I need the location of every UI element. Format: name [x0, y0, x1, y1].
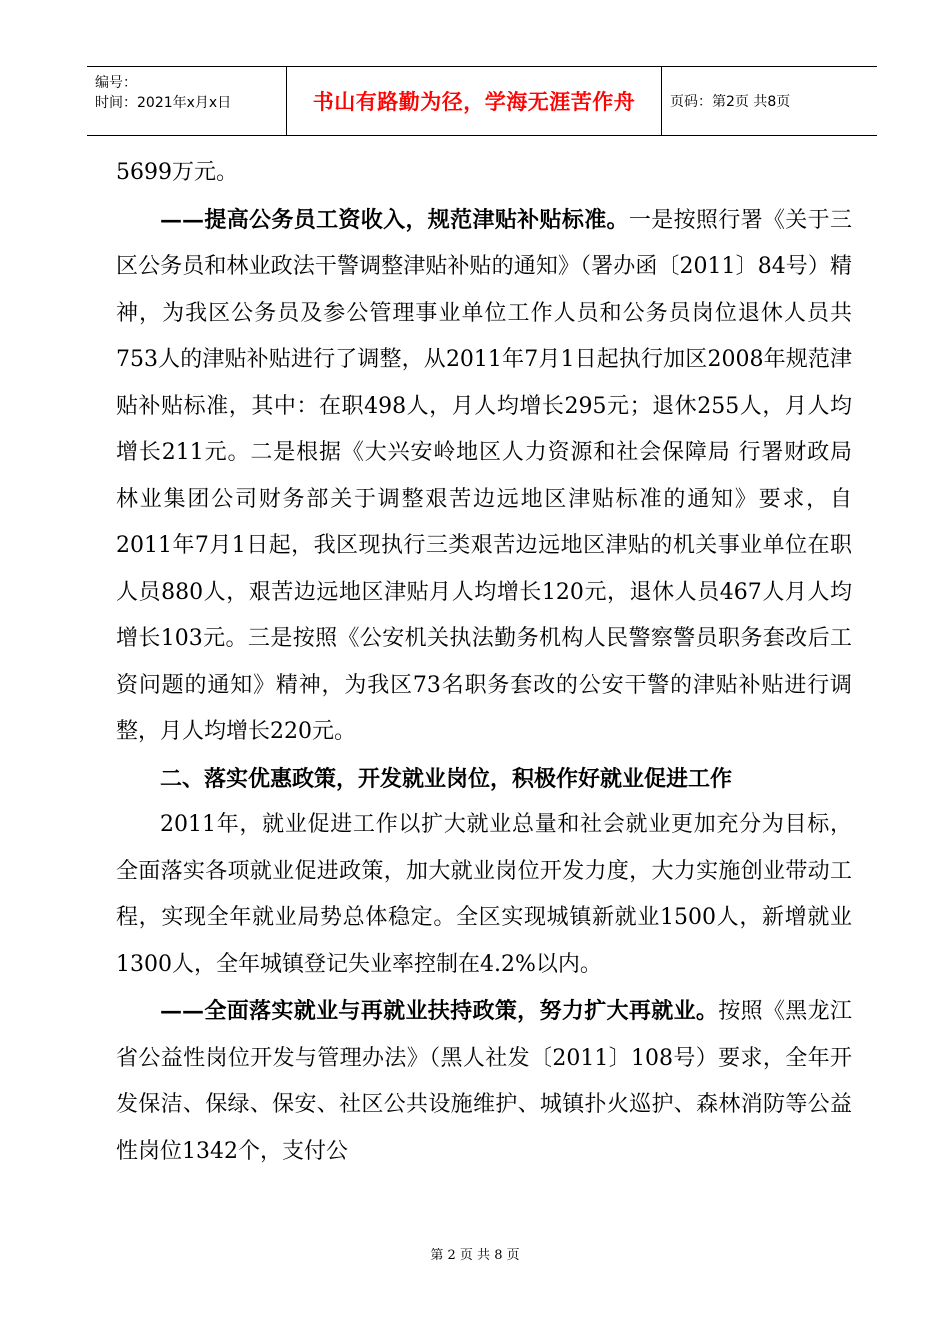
paragraph-1-heading: ——提高公务员工资收入，规范津贴补贴标准。: [160, 206, 629, 233]
page-footer: 第 2 页 共 8 页: [430, 1248, 520, 1263]
time-label: 时间：2021年x月x日: [95, 95, 232, 111]
paragraph-2: 2011年，就业促进工作以扩大就业总量和社会就业更加充分为目标，全面落实各项就业促进政策，加大就业岗位开发力度，大力实施创业带动工程，实现全年就业局势总体稳定。全区实现城镇新就业1500人，新增就业1300人，全年城镇登记失业率控制在4.2%以内。: [116, 812, 852, 977]
paragraph-1: [116, 197, 852, 756]
header-page-info: 页码：第2页 共8页: [670, 94, 791, 110]
document-body: [116, 150, 852, 1175]
code-label: 编号：: [95, 75, 137, 91]
paragraph-3-heading: ——全面落实就业与再就业扶持政策，努力扩大再就业。: [160, 998, 719, 1024]
paragraph-1-text: 一是按照行署《关于三区公务员和林业政法干警调整津贴补贴的通知》（署办函〔2011〕84号）精神，为我区公务员及参公管理事业单位工作人员和公务员岗位退休人员共753人的津贴补贴进行了调整，从2011年7月1日起执行加区2008年规范津贴补贴标准，其中：在职498人，月人均增长295元；退休255人，月人均增长211元。二是根据《大兴安岭地区人力资源和社会保障局 行署财政局 林业集团公司财务部关于调整艰苦边远地区津贴标准的通知》要求，自2011年7月1日起，我区现执行三类艰苦边远地区津贴的机关事业单位在职人员880人，艰苦边远地区津贴月人均增长120元，退休人员467人月人均增长103元。三是按照《公安机关执法勤务机构人民警察警员职务套改后工资问题的通知》精神，为我区73名职务套改的公安干警的津贴补贴进行调整，月人均增长220元。: [116, 207, 852, 744]
page-header: [87, 66, 877, 136]
paragraph-3-text-2: 〔2011〕108号）要求，全年开发保洁、保绿、保安、社区公共设施维护、城镇扑火巡护、森林消防等公益性岗位1342个，支付公: [116, 1045, 852, 1164]
paragraph-0: 5699万元。: [116, 160, 238, 185]
section-heading: 二、落实优惠政策，开发就业岗位，积极作好就业促进工作: [160, 765, 733, 792]
paragraph-3: [116, 988, 852, 1175]
paragraph-3-text-1: 按照《黑龙江省公益性岗位开发与管理办法》（黑人社发: [116, 999, 852, 1071]
header-meta: [87, 67, 287, 135]
header-motto: 书山有路勤为径，学海无涯苦作舟: [287, 67, 662, 135]
